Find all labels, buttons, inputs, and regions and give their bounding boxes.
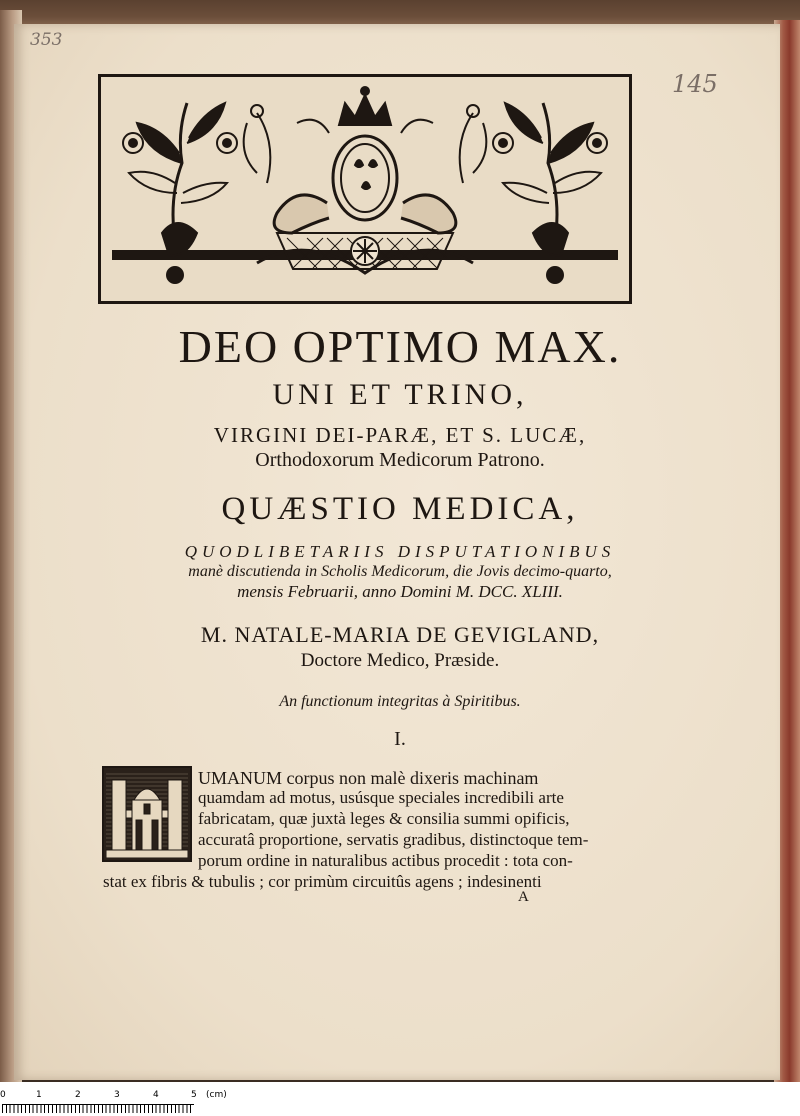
ruler-label: 5: [191, 1090, 197, 1100]
dedication-line-2: UNI ET TRINO,: [272, 378, 528, 411]
praeses-name: M. NATALE-MARIA DE GEVIGLAND,: [200, 622, 600, 647]
dedication-line-4: Orthodoxorum Medicorum Patrono.: [255, 449, 545, 471]
folio-number-left: 353: [30, 30, 63, 50]
initial-h-woodcut: [106, 770, 188, 858]
subtitle-line-2: manè discutienda in Scholis Medicorum, die Jovis decimo-quarto,: [188, 563, 612, 580]
body-text-line: stat ex fibris & tubulis ; cor primùm circuitûs agens ; indesinenti: [103, 872, 542, 891]
dedication-line-3: VIRGINI DEI-PARÆ, ET S. LUCÆ,: [213, 423, 587, 447]
folio-number-right: 145: [672, 70, 718, 98]
signature-mark: A: [518, 889, 529, 905]
praeses-role: Doctore Medico, Præside.: [300, 650, 500, 671]
subtitle-line-1: QUODLIBETARIIS DISPUTATIONIBUS: [184, 542, 616, 561]
dedication-line-1: DEO OPTIMO MAX.: [178, 321, 622, 372]
ruler-label: 1: [36, 1090, 42, 1100]
ruler-bar: [2, 1104, 194, 1113]
decorated-initial-h: [102, 766, 192, 862]
section-number: I.: [394, 728, 406, 750]
document-title: QUÆSTIO MEDICA,: [221, 491, 579, 527]
body-text-line: accuratâ proportione, servatis gradibus, distinctoque tem-: [198, 830, 589, 849]
body-text-line: UMANUM corpus non malè dixeris machinam: [198, 768, 539, 788]
royal-arms-woodcut: [107, 83, 623, 295]
body-text-line: porum ordine in naturalibus actibus procedit : tota con-: [198, 851, 573, 870]
scale-ruler: [0, 1090, 227, 1116]
body-text-line: fabricatam, quæ juxtà leges & consilia summi opificis,: [198, 809, 570, 828]
ruler-label: 3: [114, 1090, 120, 1100]
subtitle-line-3: mensis Februarii, anno Domini M. DCC. XLIII.: [237, 582, 563, 601]
ornamental-headpiece: [98, 74, 632, 304]
question-heading: An functionum integritas à Spiritibus.: [279, 693, 521, 710]
ruler-label: 2: [75, 1090, 81, 1100]
ruler-unit: (cm): [206, 1090, 227, 1100]
body-text-line: quamdam ad motus, usúsque speciales incredibili arte: [198, 788, 564, 807]
ruler-label: 4: [153, 1090, 159, 1100]
ruler-label: 0: [0, 1090, 6, 1100]
